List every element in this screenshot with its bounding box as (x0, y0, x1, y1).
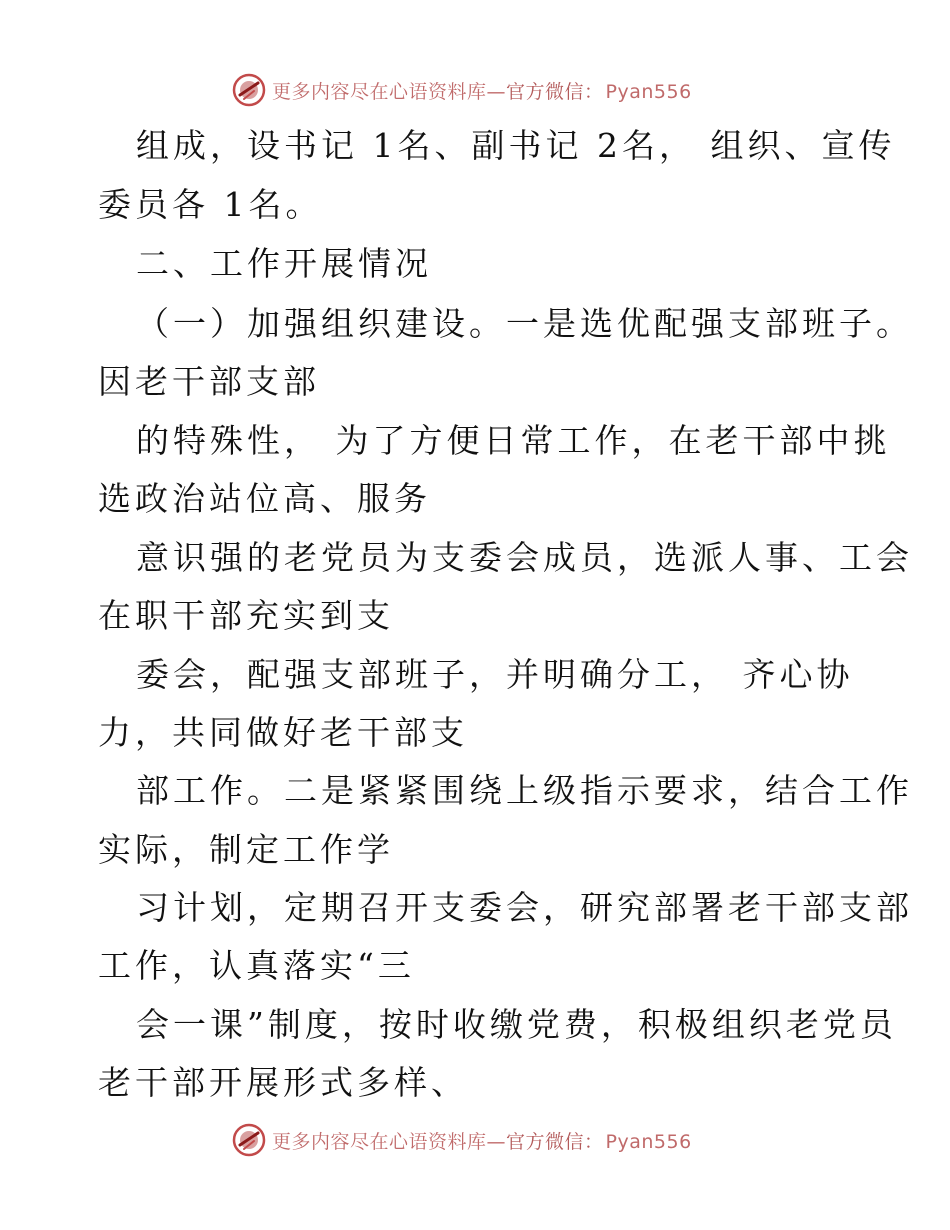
watermark-sub-text: 官方微信： (506, 80, 604, 103)
body-line: 选政治站位高、服务 (98, 479, 431, 518)
body-line: 实际，制定工作学 (98, 830, 394, 869)
body-line: 习计划，定期召开支委会，研究部署老干部支部 (136, 888, 913, 927)
body-line: 委会，配强支部班子，并明确分工， 齐心协 (136, 655, 854, 694)
section-heading: 二、工作开展情况 (136, 244, 432, 283)
header-watermark (232, 70, 752, 110)
body-line: （一）加强组织建设。一是选优配强支部班子。 (136, 304, 913, 343)
body-line: 意识强的老党员为支委会成员，选派人事、工会 (136, 538, 913, 577)
body-line: 委员各 1名。 (98, 185, 323, 224)
watermark-id-text: Pyan556 (605, 1130, 692, 1153)
body-line: 力，共同做好老干部支 (98, 713, 468, 752)
body-line: 部工作。二是紧紧围绕上级指示要求，结合工作 (136, 771, 913, 810)
body-line: 工作，认真落实“三 (98, 946, 415, 985)
watermark-id-text: Pyan556 (605, 80, 692, 103)
body-line: 的特殊性， 为了方便日常工作，在老干部中挑 (136, 421, 891, 460)
watermark-separator: — (486, 1130, 507, 1153)
body-line: 老干部开展形式多样、 (98, 1063, 468, 1102)
book-logo-icon (232, 73, 266, 107)
body-line: 在职干部充实到支 (98, 596, 394, 635)
watermark-main-text: 更多内容尽在心语资料库 (272, 1130, 487, 1153)
watermark-sub-text: 官方微信： (506, 1130, 604, 1153)
watermark-main-text: 更多内容尽在心语资料库 (272, 80, 487, 103)
body-line: 因老干部支部 (98, 362, 320, 401)
book-logo-icon (232, 1123, 266, 1157)
footer-watermark (232, 1120, 752, 1160)
watermark-separator: — (486, 80, 507, 103)
body-line: 会一课”制度，按时收缴党费，积极组织老党员 (136, 1005, 897, 1044)
body-line: 组成，设书记 1名、副书记 2名， 组织、宣传 (136, 126, 896, 165)
